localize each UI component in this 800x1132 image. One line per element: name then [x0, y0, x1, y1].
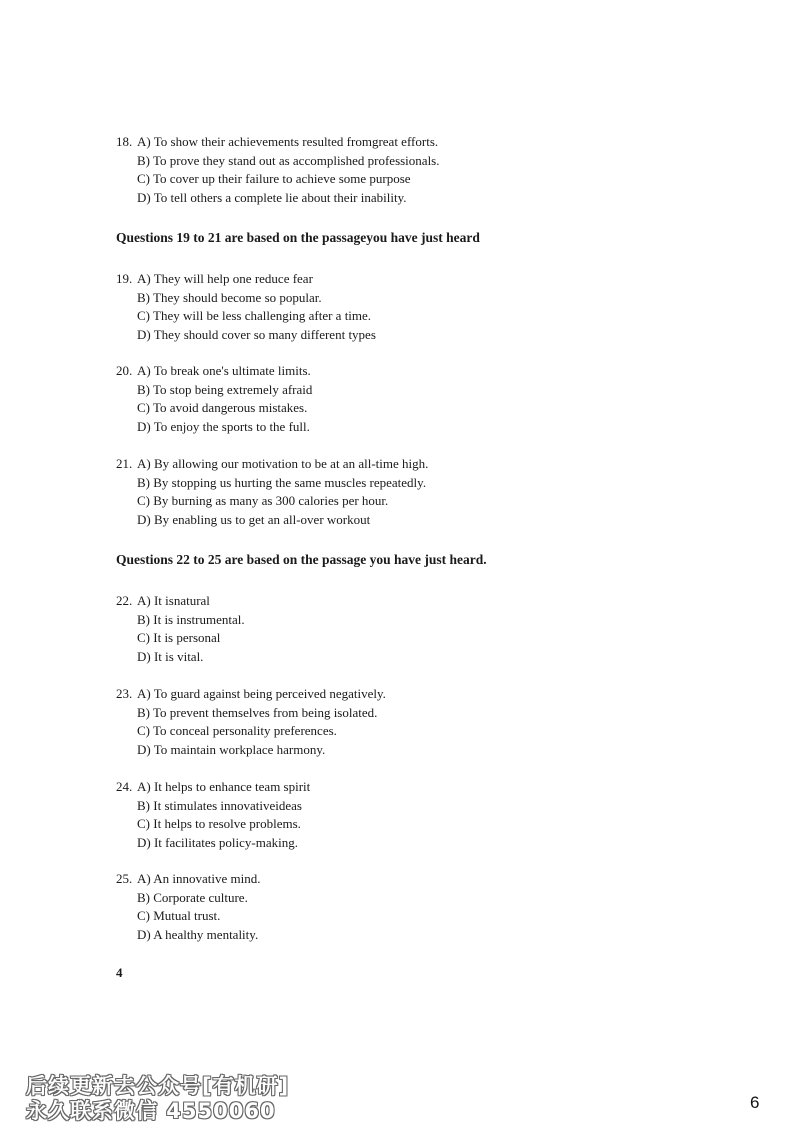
question-19: [116, 270, 376, 344]
option-d: D) By enabling us to get an all-over workout: [137, 511, 371, 527]
option-c: C) By burning as many as 300 calories per hour.: [137, 493, 389, 509]
question-number: 25.: [116, 871, 133, 886]
option-a: A) To break one's ultimate limits.: [137, 363, 311, 378]
option-c: C) It is personal: [137, 630, 221, 646]
option-a: A) They will help one reduce fear: [137, 271, 313, 286]
option-d: D) It is vital.: [137, 648, 204, 664]
option-b: B) To stop being extremely afraid: [137, 381, 313, 397]
option-b: B) By stopping us hurting the same muscles repeatedly.: [137, 474, 427, 490]
option-c: C) Mutual trust.: [137, 908, 221, 924]
question-number: 21.: [116, 456, 133, 471]
section-heading-22-25: Questions 22 to 25 are based on the passage you have just heard.: [116, 552, 487, 567]
option-a: A) To show their achievements resulted fromgreat efforts.: [137, 134, 439, 149]
question-number: 24.: [116, 779, 133, 794]
option-a: A) To guard against being perceived negatively.: [137, 686, 386, 701]
question-number: 20.: [116, 363, 133, 378]
option-b: B) They should become so popular.: [137, 289, 322, 305]
question-number: 23.: [116, 686, 133, 701]
question-20: [116, 362, 312, 436]
question-23: [116, 685, 386, 759]
option-d: D) They should cover so many different types: [137, 326, 376, 342]
watermark-line-1: 后续更新去公众号[有机研]: [26, 1074, 290, 1098]
option-b: B) It is instrumental.: [137, 611, 245, 627]
option-b: B) To prevent themselves from being isolated.: [137, 704, 378, 720]
option-b: B) Corporate culture.: [137, 889, 248, 905]
option-d: D) To enjoy the sports to the full.: [137, 418, 310, 434]
option-c: C) To cover up their failure to achieve some purpose: [137, 171, 411, 187]
option-c: C) They will be less challenging after a time.: [137, 308, 372, 324]
question-24: [116, 778, 310, 852]
option-d: D) It facilitates policy-making.: [137, 834, 299, 850]
question-22: [116, 592, 245, 666]
option-d: D) To maintain workplace harmony.: [137, 741, 326, 757]
option-a: A) An innovative mind.: [137, 871, 261, 886]
question-21: [116, 455, 428, 529]
watermark: [26, 1074, 316, 1124]
option-c: C) To conceal personality preferences.: [137, 723, 337, 739]
option-c: C) It helps to resolve problems.: [137, 816, 301, 832]
question-25: [116, 870, 261, 944]
option-b: B) It stimulates innovativeideas: [137, 797, 302, 813]
option-d: D) A healthy mentality.: [137, 926, 259, 942]
option-b: B) To prove they stand out as accomplished professionals.: [137, 152, 440, 168]
option-d: D) To tell others a complete lie about their inability.: [137, 189, 407, 205]
option-a: A) It isnatural: [137, 593, 210, 608]
folio-number: 4: [116, 965, 123, 980]
page-number: 6: [750, 1093, 760, 1112]
question-18: [116, 133, 440, 207]
option-a: A) It helps to enhance team spirit: [137, 779, 311, 794]
question-number: 18.: [116, 134, 133, 149]
question-number: 22.: [116, 593, 133, 608]
option-a: A) By allowing our motivation to be at an all-time high.: [137, 456, 429, 471]
watermark-line-2: 永久联系微信 4550060: [26, 1099, 276, 1123]
option-c: C) To avoid dangerous mistakes.: [137, 400, 308, 416]
question-number: 19.: [116, 271, 133, 286]
section-heading-19-21: Questions 19 to 21 are based on the passageyou have just heard: [116, 230, 480, 245]
